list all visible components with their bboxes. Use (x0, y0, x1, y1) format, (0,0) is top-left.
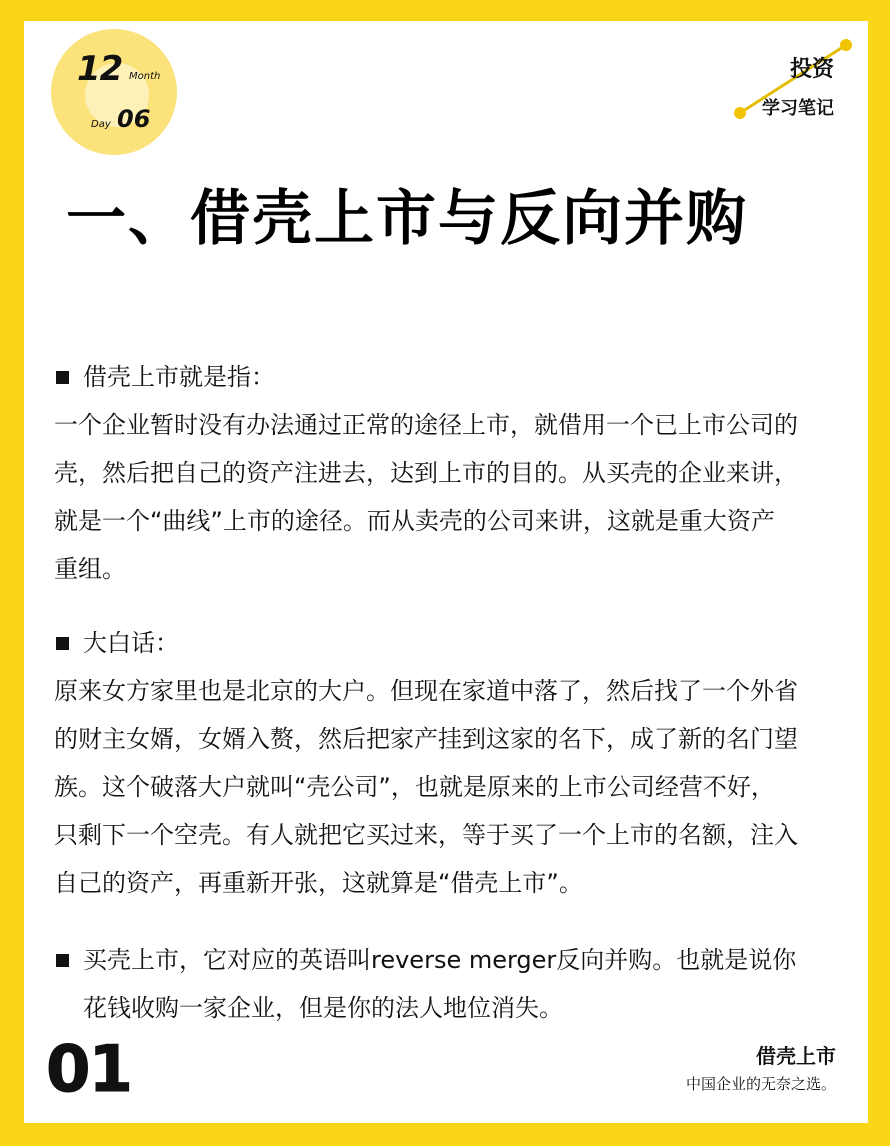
paragraph-line: 族。这个破落大户就叫“壳公司”，也就是原来的上市公司经营不好， (54, 773, 775, 801)
tag-study-notes: 学习笔记 (762, 98, 834, 119)
section-heading: 买壳上市，它对应的英语叫reverse merger反向并购。也就是说你 (54, 936, 834, 984)
section-heading: 大白话： (54, 619, 834, 667)
page-title: 一、借壳上市与反向并购 (66, 184, 748, 254)
section-plain-talk (54, 619, 834, 907)
line-end-dot-icon (840, 39, 852, 51)
day-label: Day (91, 119, 111, 130)
line-start-dot-icon (734, 107, 746, 119)
paragraph-line: 自己的资产，再重新开张，这就算是“借壳上市”。 (54, 869, 583, 897)
tag-investment: 投资 (789, 56, 834, 82)
day-number: 06 (117, 105, 151, 133)
page-number: 01 (46, 1033, 132, 1107)
month-number: 12 (77, 49, 123, 89)
square-bullet-icon (56, 637, 69, 650)
section-heading: 借壳上市就是指： (54, 353, 834, 401)
paragraph-line: 原来女方家里也是北京的大户。但现在家道中落了，然后找了一个外省 (54, 677, 798, 705)
section-reverse-merger (54, 936, 834, 1032)
square-bullet-icon (56, 954, 69, 967)
paragraph-line: 重组。 (54, 555, 126, 583)
footer-subtitle: 中国企业的无奈之选。 (685, 1075, 836, 1093)
paragraph-line: 花钱收购一家企业，但是你的法人地位消失。 (83, 994, 563, 1022)
square-bullet-icon (56, 371, 69, 384)
paragraph-line: 一个企业暂时没有办法通过正常的途径上市，就借用一个已上市公司的 (54, 411, 798, 439)
paragraph-line: 就是一个“曲线”上市的途径。而从卖壳的公司来讲，这就是重大资产 (54, 507, 775, 535)
footer-title: 借壳上市 (756, 1044, 836, 1068)
paragraph-line: 的财主女婿，女婿入赘，然后把家产挂到这家的名下，成了新的名门望 (54, 725, 798, 753)
decorative-diagonal-line (24, 21, 868, 141)
paragraph-line: 只剩下一个空壳。有人就把它买过来，等于买了一个上市的名额，注入 (54, 821, 798, 849)
section-definition (54, 353, 834, 593)
paragraph-line: 壳，然后把自己的资产注进去，达到上市的目的。从买壳的企业来讲， (54, 459, 798, 487)
content-card (24, 21, 868, 1123)
month-label: Month (129, 71, 161, 82)
